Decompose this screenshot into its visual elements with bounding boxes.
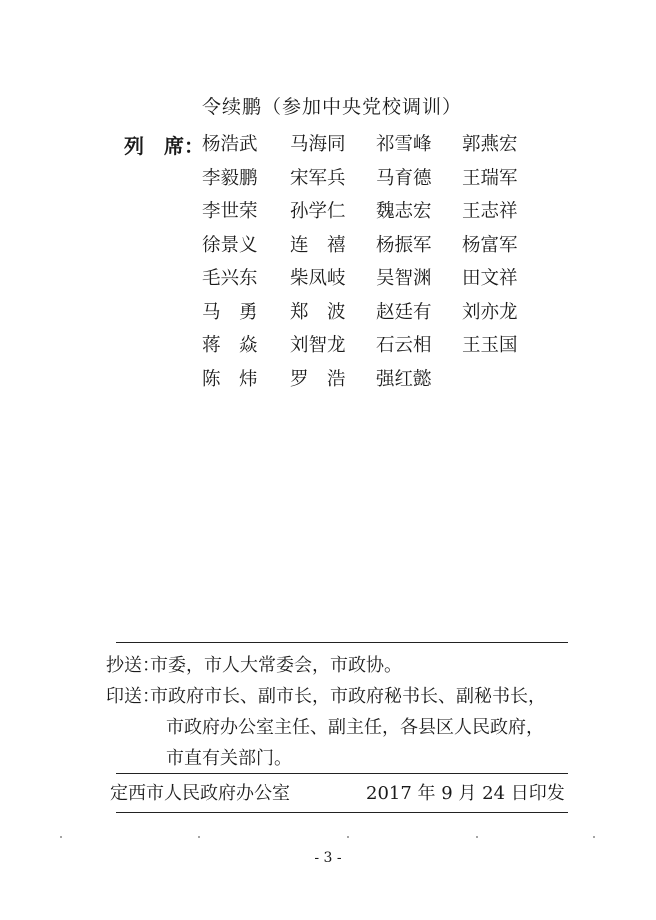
attendee-name xyxy=(462,363,552,397)
cc-row xyxy=(106,650,546,681)
issuing-office: 定西市人民政府办公室 xyxy=(110,783,290,804)
attendees-grid xyxy=(202,128,552,396)
attendee-name: 郭燕宏 xyxy=(462,134,518,155)
scan-speck xyxy=(198,836,200,838)
attendee-name: 郑 波 xyxy=(290,301,346,323)
attendee-name: 田文祥 xyxy=(462,268,518,289)
distribution-line: 市政府办公室主任、副主任，各县区人民政府， xyxy=(166,717,544,738)
cc-text: 市委，市人大常委会，市政协。 xyxy=(150,655,402,676)
attendee-name: 柴凤岐 xyxy=(290,268,346,289)
distribution-row xyxy=(106,743,546,774)
scan-speck xyxy=(476,836,478,838)
attendee-name: 孙学仁 xyxy=(290,201,346,222)
attendee-name: 连 禧 xyxy=(290,234,346,256)
attendee-name: 罗 浩 xyxy=(290,368,346,390)
distribution-row xyxy=(106,712,546,743)
attendee-name: 李世荣 xyxy=(202,201,258,222)
page-number: - 3 - xyxy=(314,850,342,866)
cc-label: 抄送： xyxy=(106,655,160,676)
attendee-name: 王玉国 xyxy=(462,335,518,356)
attendee-name: 王志祥 xyxy=(462,201,518,222)
attendee-name: 杨浩武 xyxy=(202,134,258,155)
attendee-name: 魏志宏 xyxy=(376,201,432,222)
top-divider xyxy=(116,642,568,643)
scan-speck xyxy=(593,836,595,838)
continued-attendee-line: 令续鹏（参加中央党校调训） xyxy=(202,96,463,118)
attendee-name: 石云相 xyxy=(376,335,432,356)
attendee-name: 王瑞军 xyxy=(462,167,518,189)
attendee-name: 杨富军 xyxy=(462,234,518,256)
attendee-name: 宋军兵 xyxy=(290,167,346,189)
attendee-name: 马育德 xyxy=(376,167,432,189)
issue-date: 2017 年 9 月 24 日印发 xyxy=(366,783,565,804)
middle-divider xyxy=(116,773,568,774)
attendee-name: 徐景义 xyxy=(202,234,258,256)
attendee-name: 杨振军 xyxy=(376,234,432,256)
attendee-name: 马 勇 xyxy=(202,301,258,323)
bottom-divider xyxy=(116,812,568,813)
attendee-name: 刘智龙 xyxy=(290,335,346,356)
attendee-name: 祁雪峰 xyxy=(376,134,432,155)
distribution-block xyxy=(106,650,546,774)
attendee-name: 陈 炜 xyxy=(202,368,258,390)
attendee-name: 刘亦龙 xyxy=(462,301,518,323)
distribution-row xyxy=(106,681,546,712)
scan-speck xyxy=(347,836,349,838)
attendee-name: 李毅鹏 xyxy=(202,167,258,189)
scan-speck xyxy=(60,836,62,838)
attendee-name: 马海同 xyxy=(290,134,346,155)
attendee-name: 毛兴东 xyxy=(202,268,258,289)
attendee-name: 强红懿 xyxy=(376,368,432,390)
attendee-name: 吴智渊 xyxy=(376,268,432,289)
attendee-name: 赵廷有 xyxy=(376,301,432,323)
distribution-line: 市政府市长、副市长，市政府秘书长、副秘书长， xyxy=(150,686,546,707)
distribution-label: 印送： xyxy=(106,686,160,707)
attendee-name: 蒋 焱 xyxy=(202,335,258,356)
distribution-line: 市直有关部门。 xyxy=(166,748,292,769)
attendees-label: 列 席： xyxy=(124,134,204,158)
